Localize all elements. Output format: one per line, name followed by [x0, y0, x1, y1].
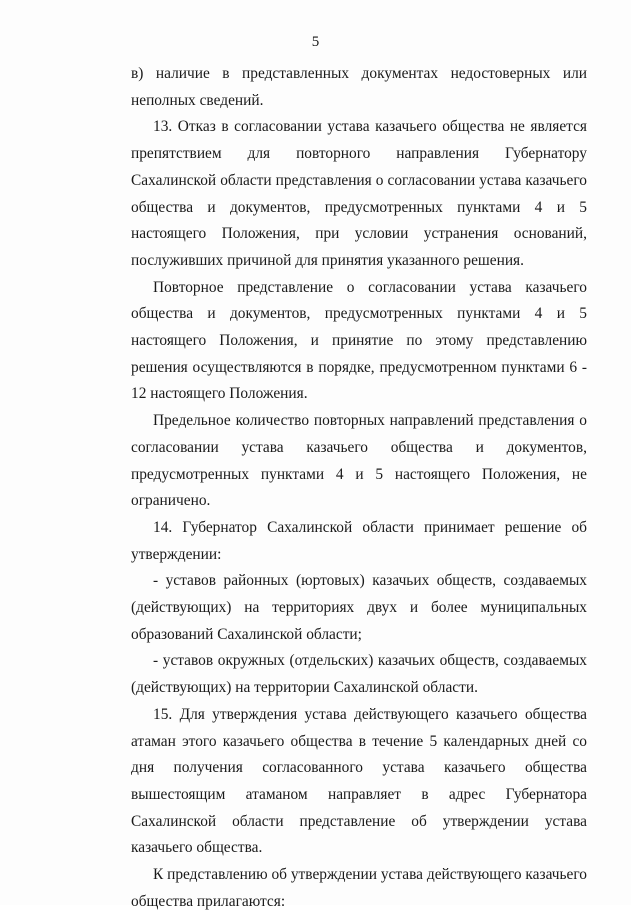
list-item-district-charters: - уставов районных (юртовых) казачьих обществ, создаваемых (действующих) на территориях двух и более муниципальных образований Сахалинской области; — [131, 572, 587, 643]
paragraph-attachments: К представлению об утверждении устава действующего казачьего общества прилагаются: — [131, 866, 587, 910]
paragraph-14: 14. Губернатор Сахалинской области принимает решение об утверждении: — [131, 518, 587, 563]
paragraph-clause-v: в) наличие в представленных документах недостоверных или неполных сведений. — [131, 65, 587, 109]
paragraph-13: 13. Отказ в согласовании устава казачьего общества не является препятствием для повторного направления Губернатору Сахалинской области представления о согласовании устава казачьего общества и документов, предусмотренных пунктами 4 и 5 настоящего Положения, при условии устранения оснований, послуживших причиной для принятия указанного решения. — [131, 118, 587, 269]
paragraph-15: 15. Для утверждения устава действующего казачьего общества атаман этого казачьего общества в течение 5 календарных дней со дня получения согласованного устава казачьего общества вышестоящим атаманом направляет в адрес Губернатора Сахалинской области представление об утверждении устава казачьего общества. — [131, 705, 587, 857]
page-number: 5 — [311, 34, 320, 50]
paragraph-repeat-limit: Предельное количество повторных направлений представления о согласовании устава казачьего общества и документов, предусмотренных пунктами 4 и 5 настоящего Положения, не ограничено. — [131, 412, 587, 510]
paragraph-repeat-submission: Повторное представление о согласовании устава казачьего общества и документов, предусмотренных пунктами 4 и 5 настоящего Положения, и принятие по этому представлению решения осуществляются в порядке, предусмотренном пунктами 6 - 12 настоящего Положения. — [131, 278, 587, 403]
document-body — [131, 61, 587, 916]
list-item-regional-charters: - уставов окружных (отдельских) казачьих обществ, создаваемых (действующих) на территории Сахалинской области. — [131, 652, 587, 697]
